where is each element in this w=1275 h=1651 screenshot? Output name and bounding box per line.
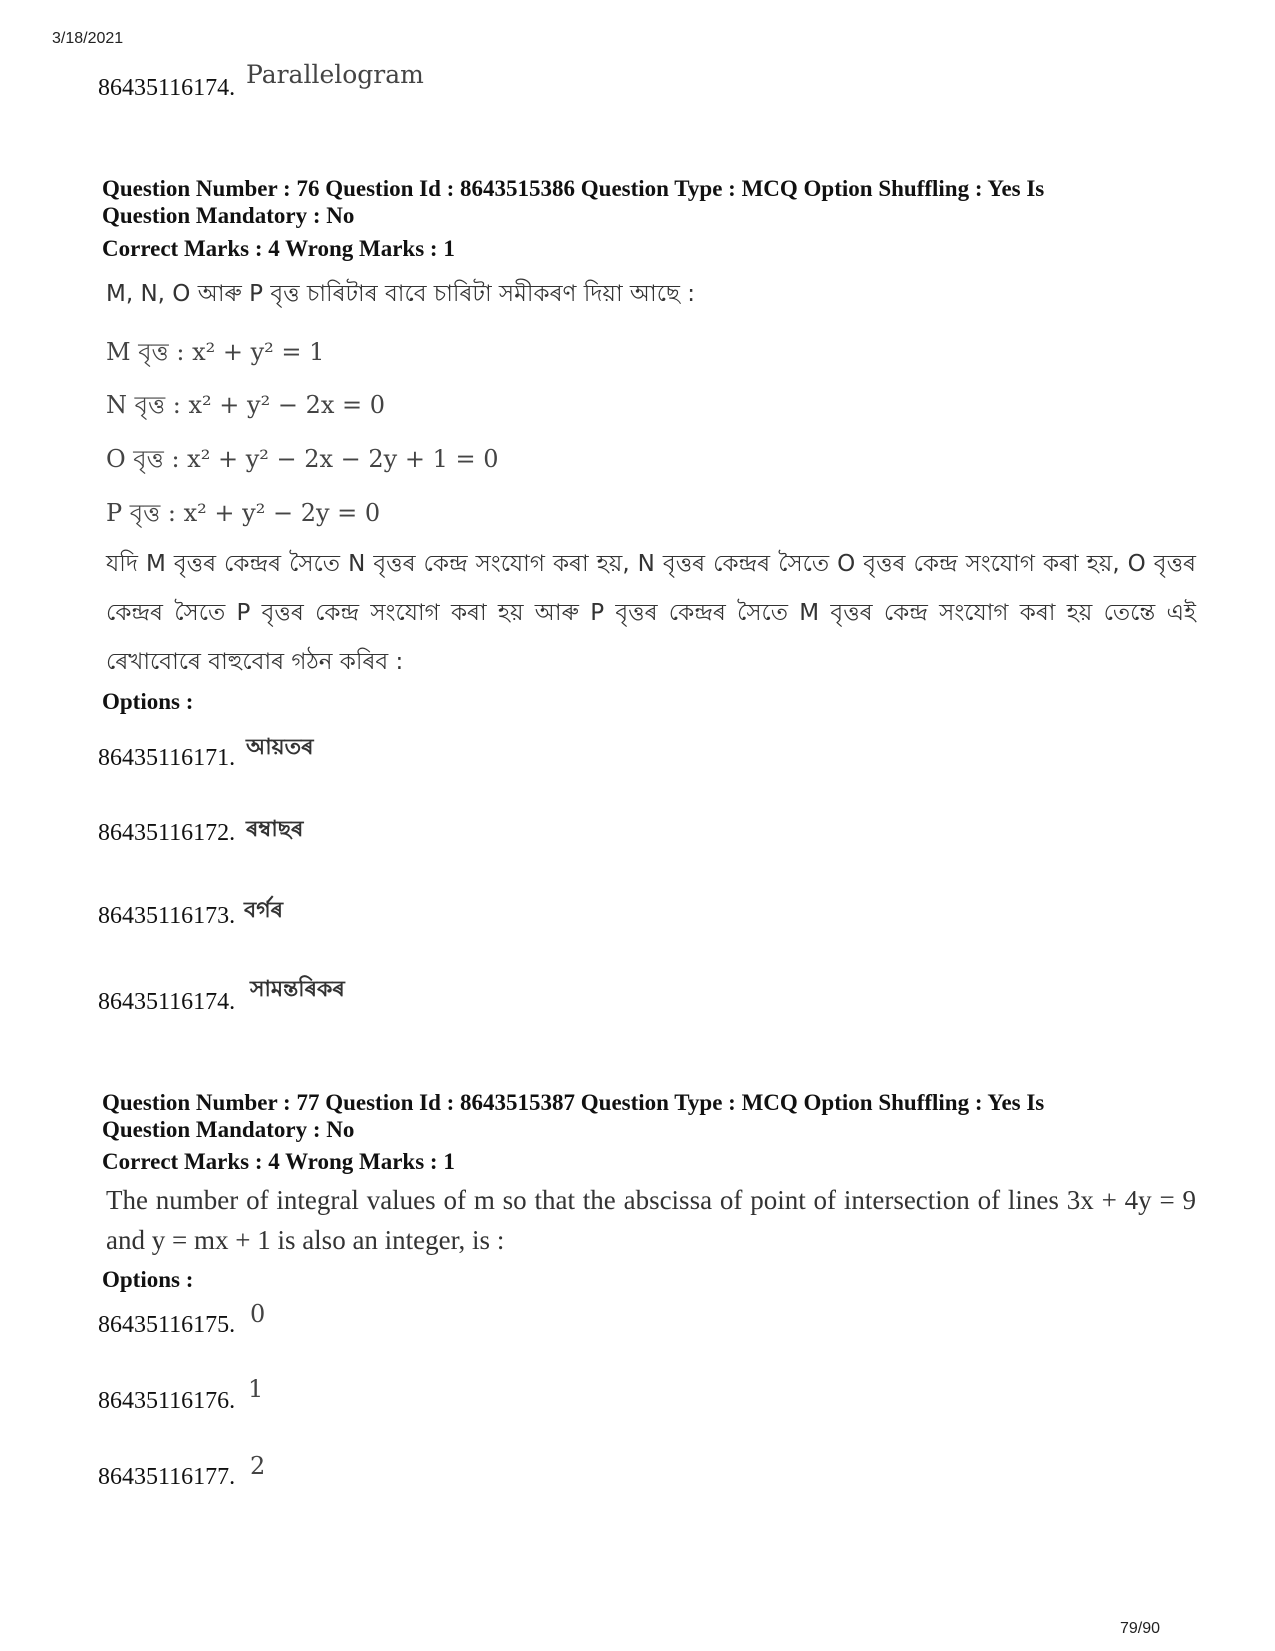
print-date: 3/18/2021 (52, 30, 124, 47)
option-number: 86435116174. (98, 989, 236, 1015)
equation-p: P বৃত্ত : x² + y² − 2y = 0 (106, 499, 381, 527)
question-text: The number of integral values of m so that the abscissa of point of intersection of lines 3x + 4y = 9 and y = mx + 1 is also an integer, is : (106, 1185, 1196, 1255)
option-text: 1 (248, 1375, 264, 1403)
option-text: 2 (250, 1452, 266, 1480)
question-meta-line2: Question Mandatory : No (102, 1117, 355, 1142)
question-paragraph: যদি M বৃত্তৰ কেন্দ্ৰৰ সৈতে N বৃত্তৰ কেন্দ্ৰ সংযোগ কৰা হয়, N বৃত্তৰ কেন্দ্ৰৰ সৈতে O বৃত্তৰ কেন্দ্ৰ সংযোগ কৰা হয়, O বৃত্তৰ কেন্দ্ৰৰ সৈতে P বৃত্তৰ কেন্দ্ৰ সংযোগ কৰা হয় আৰু P বৃত্তৰ কেন্দ্ৰৰ সৈতে M বৃত্তৰ কেন্দ্ৰ সংযোগ কৰা হয় তেন্তে এই ৰেখাবোৰে বাহুবোৰ গঠন কৰিব : (106, 551, 1196, 675)
option-number: 86435116172. (98, 820, 236, 846)
option-text: Parallelogram (246, 60, 424, 89)
question-marks: Correct Marks : 4 Wrong Marks : 1 (102, 1149, 455, 1174)
question-marks: Correct Marks : 4 Wrong Marks : 1 (102, 236, 455, 261)
option-number: 86435116174. (98, 75, 236, 101)
option-number: 86435116171. (98, 745, 236, 771)
option-number: 86435116175. (98, 1312, 236, 1338)
option-number: 86435116173. (98, 903, 236, 929)
option-number: 86435116177. (98, 1464, 236, 1490)
equation-m: M বৃত্ত : x² + y² = 1 (106, 338, 325, 366)
option-number: 86435116176. (98, 1388, 236, 1414)
option-text: ৰম্বাছৰ (246, 816, 304, 842)
question-intro: M, N, O আৰু P বৃত্ত চাৰিটাৰ বাবে চাৰিটা সমীকৰণ দিয়া আছে : (106, 281, 695, 307)
option-text: আয়তৰ (246, 734, 314, 760)
question-meta-line1: Question Number : 77 Question Id : 8643515387 Question Type : MCQ Option Shuffling : Yes Is (102, 1090, 1045, 1115)
equation-n: N বৃত্ত : x² + y² − 2x = 0 (106, 391, 386, 419)
question-meta-line1: Question Number : 76 Question Id : 8643515386 Question Type : MCQ Option Shuffling : Yes Is (102, 176, 1045, 201)
page-number: 79/90 (1119, 1620, 1160, 1637)
option-text: 0 (250, 1300, 266, 1328)
options-label: Options : (102, 1267, 194, 1292)
option-text: সামন্তৰিকৰ (250, 976, 345, 1002)
option-text: বৰ্গৰ (244, 897, 284, 923)
question-meta-line2: Question Mandatory : No (102, 203, 355, 228)
options-label: Options : (102, 689, 194, 714)
equation-o: O বৃত্ত : x² + y² − 2x − 2y + 1 = 0 (106, 445, 499, 473)
